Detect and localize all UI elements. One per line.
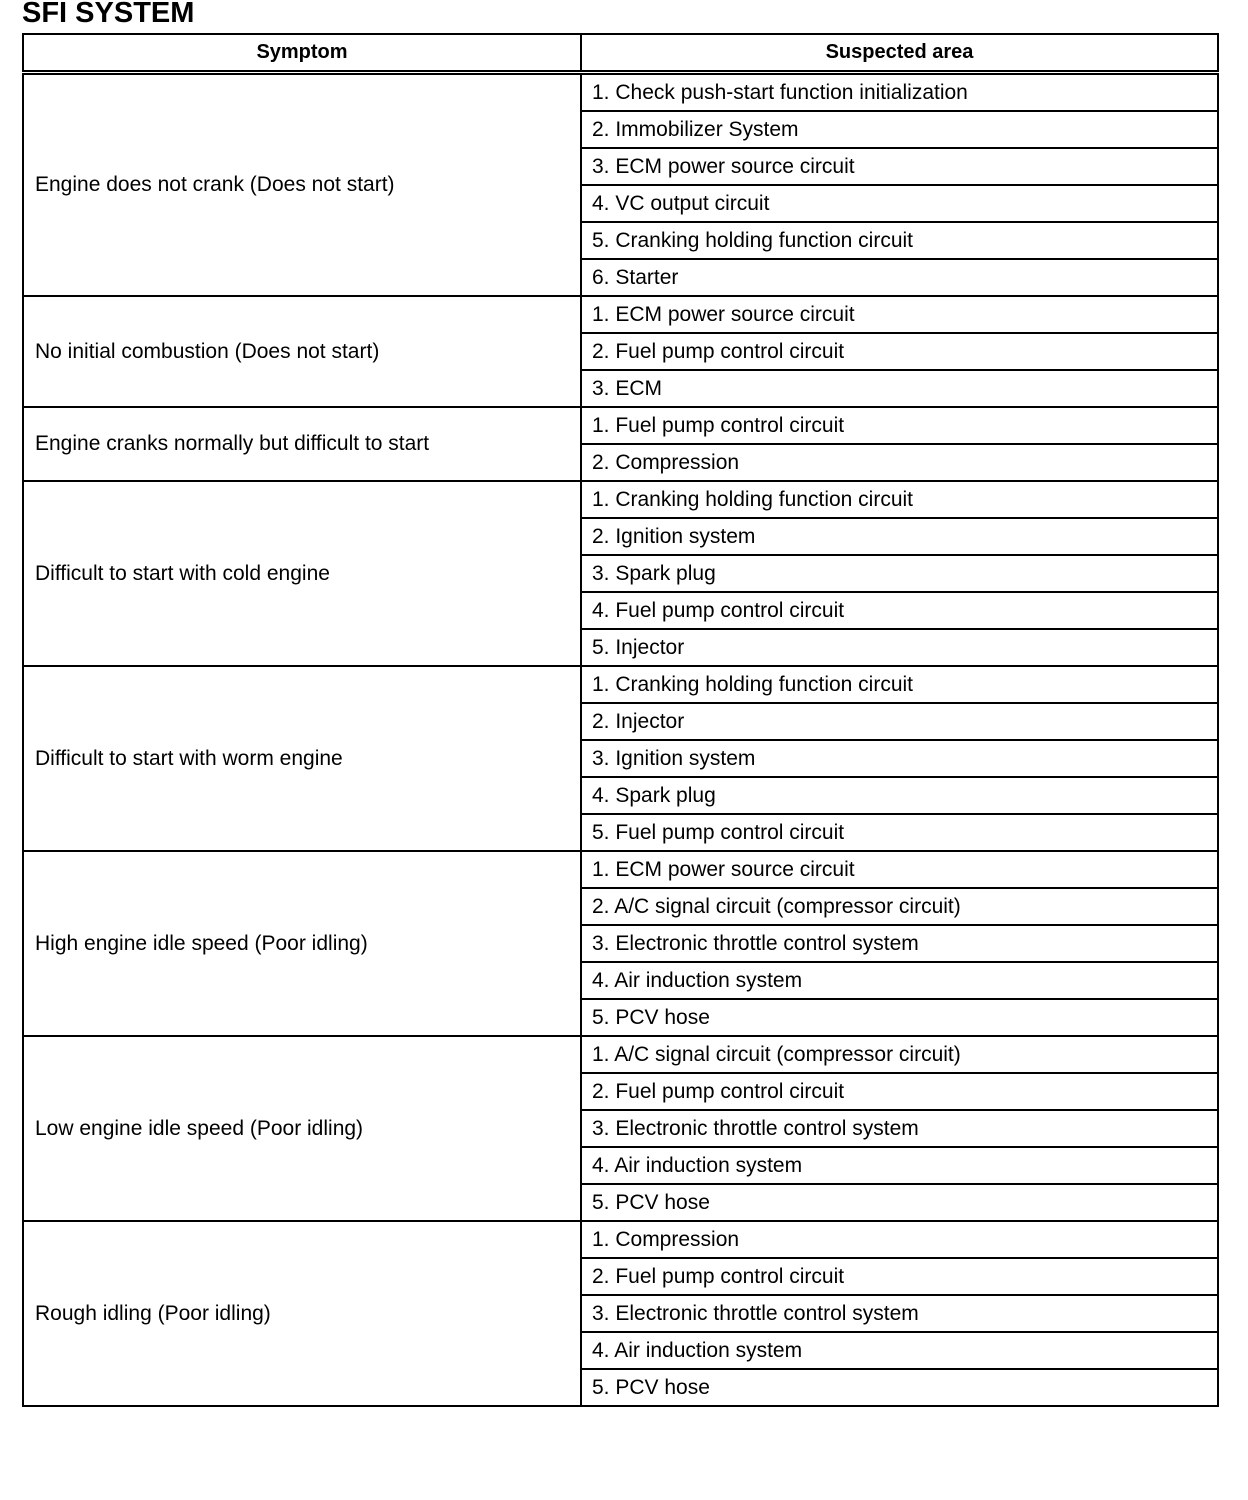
suspected-area-cell: 3. ECM [581,370,1218,407]
suspected-area-cell: 2. Injector [581,703,1218,740]
suspected-area-cell: 5. PCV hose [581,999,1218,1036]
suspected-area-cell: 3. ECM power source circuit [581,148,1218,185]
suspected-area-cell: 4. Fuel pump control circuit [581,592,1218,629]
table-row [23,1221,1218,1258]
suspected-area-cell: 4. Spark plug [581,777,1218,814]
suspected-area-column-header: Suspected area [581,34,1218,73]
sfi-troubleshooting-table [22,33,1219,1407]
symptom-cell: High engine idle speed (Poor idling) [23,851,581,1036]
table-row [23,1036,1218,1073]
suspected-area-cell: 2. A/C signal circuit (compressor circuit) [581,888,1218,925]
suspected-area-cell: 5. PCV hose [581,1369,1218,1406]
suspected-area-cell: 5. Cranking holding function circuit [581,222,1218,259]
suspected-area-cell: 6. Starter [581,259,1218,296]
suspected-area-cell: 1. Fuel pump control circuit [581,407,1218,444]
suspected-area-cell: 3. Electronic throttle control system [581,925,1218,962]
symptom-cell: Difficult to start with cold engine [23,481,581,666]
suspected-area-cell: 2. Ignition system [581,518,1218,555]
table-body [23,73,1218,1407]
suspected-area-cell: 2. Immobilizer System [581,111,1218,148]
header-row [23,34,1218,73]
table-row [23,73,1218,112]
suspected-area-cell: 2. Fuel pump control circuit [581,333,1218,370]
suspected-area-cell: 2. Fuel pump control circuit [581,1258,1218,1295]
table-row [23,666,1218,703]
suspected-area-cell: 5. PCV hose [581,1184,1218,1221]
suspected-area-cell: 4. Air induction system [581,1147,1218,1184]
suspected-area-cell: 1. Compression [581,1221,1218,1258]
suspected-area-cell: 1. A/C signal circuit (compressor circuit) [581,1036,1218,1073]
suspected-area-cell: 1. Check push-start function initialization [581,73,1218,112]
suspected-area-cell: 1. Cranking holding function circuit [581,481,1218,518]
suspected-area-cell: 1. ECM power source circuit [581,296,1218,333]
symptom-cell: Engine cranks normally but difficult to start [23,407,581,481]
suspected-area-cell: 3. Ignition system [581,740,1218,777]
table-row [23,296,1218,333]
suspected-area-cell: 2. Fuel pump control circuit [581,1073,1218,1110]
symptom-cell: No initial combustion (Does not start) [23,296,581,407]
suspected-area-cell: 5. Fuel pump control circuit [581,814,1218,851]
suspected-area-cell: 5. Injector [581,629,1218,666]
symptom-cell: Engine does not crank (Does not start) [23,73,581,297]
page-title: SFI SYSTEM [22,0,195,29]
table-row [23,407,1218,444]
symptom-cell: Difficult to start with worm engine [23,666,581,851]
symptom-column-header: Symptom [23,34,581,73]
suspected-area-cell: 3. Electronic throttle control system [581,1295,1218,1332]
table-row [23,481,1218,518]
suspected-area-cell: 2. Compression [581,444,1218,481]
suspected-area-cell: 3. Spark plug [581,555,1218,592]
suspected-area-cell: 4. Air induction system [581,962,1218,999]
symptom-cell: Low engine idle speed (Poor idling) [23,1036,581,1221]
symptom-cell: Rough idling (Poor idling) [23,1221,581,1406]
suspected-area-cell: 1. ECM power source circuit [581,851,1218,888]
suspected-area-cell: 4. Air induction system [581,1332,1218,1369]
suspected-area-cell: 4. VC output circuit [581,185,1218,222]
suspected-area-cell: 3. Electronic throttle control system [581,1110,1218,1147]
table-row [23,851,1218,888]
suspected-area-cell: 1. Cranking holding function circuit [581,666,1218,703]
table-header [23,34,1218,73]
